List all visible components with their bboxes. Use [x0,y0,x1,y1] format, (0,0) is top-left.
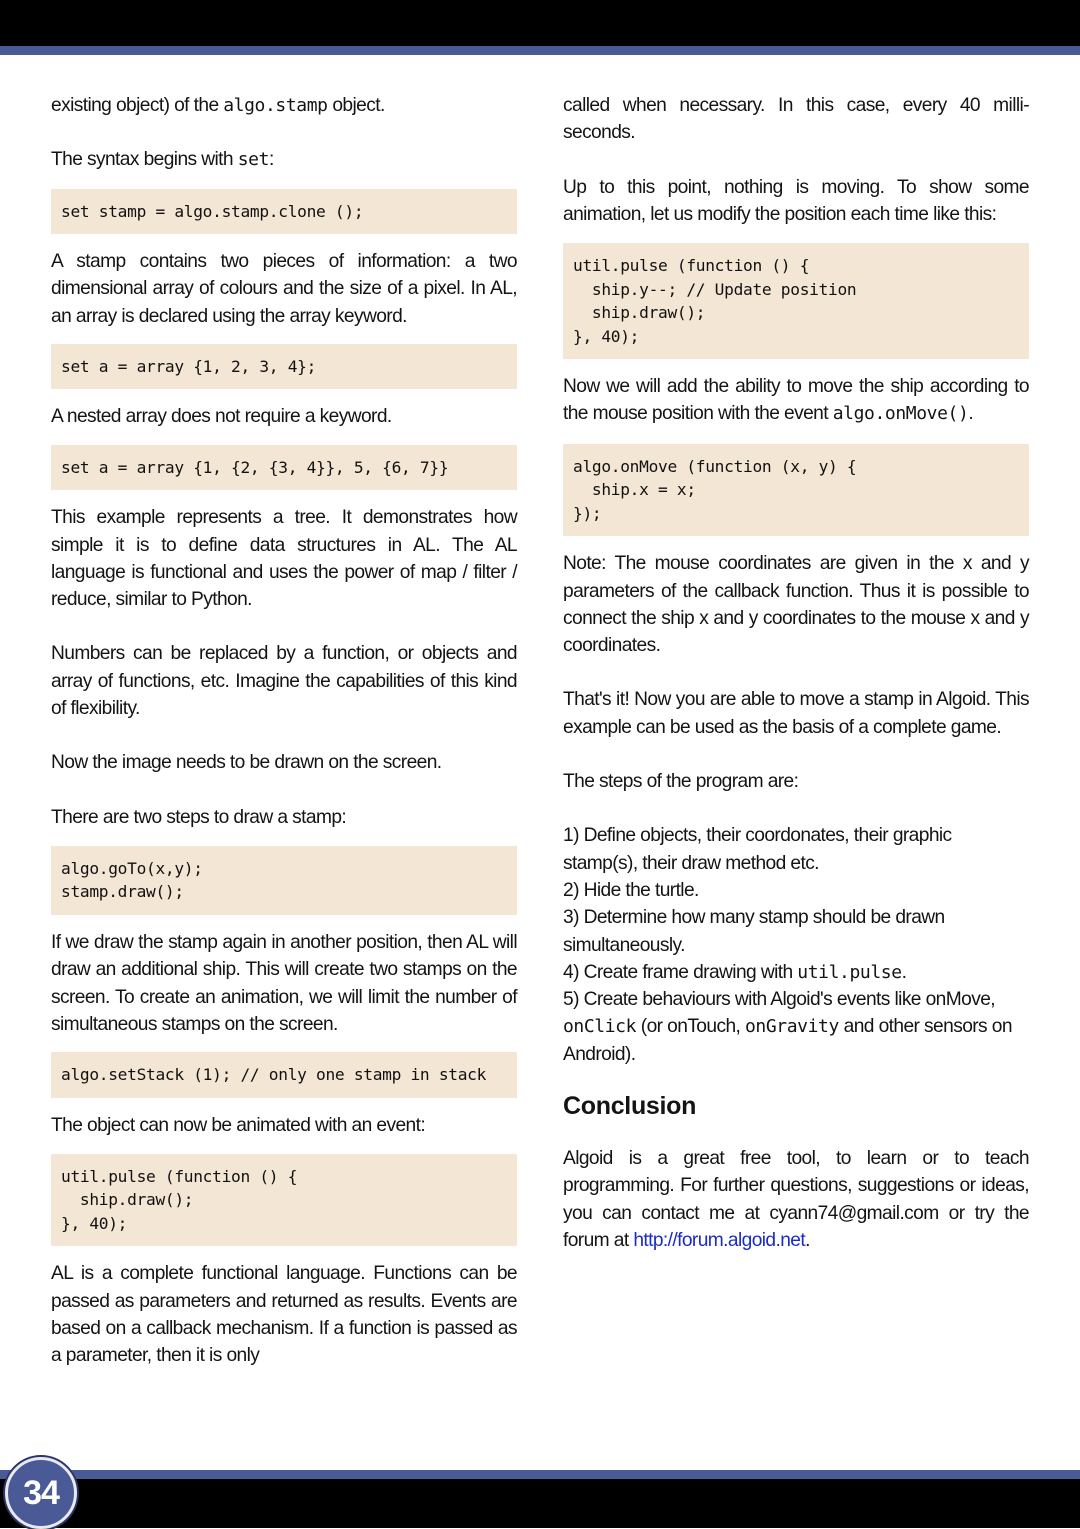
code-block: algo.goTo(x,y); stamp.draw(); [51,846,517,915]
left-paragraph: existing object) of the algo.stamp object. [51,95,385,116]
left-paragraph: There are two steps to draw a stamp: [51,806,347,828]
code-block: util.pulse (function () { ship.draw(); }, 40); [51,1154,517,1247]
right-column [563,92,1029,1254]
left-paragraph: Numbers can be replaced by a function, or objects and array of functions, etc. Imagine the capabilities of this kind of flexibility. [51,643,517,720]
left-paragraph: If we draw the stamp again in another position, then AL will draw an additional ship. This will create two stamps on the screen. To create an animation, we will limit the number of simultaneous stamps on the screen. [51,931,517,1035]
left-paragraph: The object can now be animated with an event: [51,1114,426,1136]
left-paragraph: The syntax begins with set: [51,149,274,171]
list-item: 2) Hide the turtle. [563,879,699,901]
section-heading: Conclusion [563,1092,697,1121]
left-paragraph: AL is a complete functional language. Functions can be passed as parameters and returned as results. Events are based on a callback mechanism. If a function is passed as a parameter, then it is only [51,1263,517,1367]
right-paragraph: Now we will add the ability to move the ship according to the mouse position with the event algo.onMove(). [563,376,1029,425]
footer-bar [0,1479,1080,1528]
left-column [51,92,517,1370]
forum-link[interactable]: http://forum.algoid.net [633,1229,806,1251]
right-paragraph: Note: The mouse coordinates are given in the x and y parameters of the callback function. Thus it is possible to connect the ship x and y coordinates to the mouse x and y coordinates. [563,553,1029,657]
right-paragraph: That's it! Now you are able to move a stamp in Algoid. This example can be used as the basis of a complete game. [563,689,1029,738]
left-paragraph: A nested array does not require a keyword. [51,406,392,428]
steps-list [563,822,1029,1068]
right-paragraph: Algoid is a great free tool, to learn or to teach programming. For further questions, suggestions or ideas, you can contact me at cyann74@gmail.com or try the forum at http://forum.algoid.net. [563,1148,1029,1251]
right-paragraph: called when necessary. In this case, every 40 milli-seconds. [563,95,1029,144]
left-paragraph: This example represents a tree. It demonstrates how simple it is to define data structures in AL. The AL language is functional and uses the power of map / filter / reduce, similar to Python. [51,507,517,611]
code-block: algo.onMove (function (x, y) { ship.x = x; }); [563,444,1029,537]
left-paragraph: Now the image needs to be drawn on the screen. [51,752,442,774]
right-paragraph: The steps of the program are: [563,771,799,793]
code-block: algo.setStack (1); // only one stamp in stack [51,1052,517,1098]
code-block: util.pulse (function () { ship.y--; // Update position ship.draw(); }, 40); [563,243,1029,359]
code-block: set a = array {1, {2, {3, 4}}, 5, {6, 7}} [51,445,517,491]
list-item: 5) Create behaviours with Algoid's events like onMove, onClick (or onTouch, onGravity and other sensors on Android). [563,989,1012,1065]
list-item: 1) Define objects, their coordonates, their graphic stamp(s), their draw method etc. [563,825,952,874]
footer-stripe [0,1470,1080,1479]
list-item: 4) Create frame drawing with util.pulse. [563,961,907,983]
list-item: 3) Determine how many stamp should be drawn simultaneously. [563,907,945,956]
code-block: set stamp = algo.stamp.clone (); [51,189,517,235]
right-paragraph: Up to this point, nothing is moving. To show some animation, let us modify the position each time like this: [563,176,1029,225]
page-number: 34 [5,1457,77,1529]
code-block: set a = array {1, 2, 3, 4}; [51,344,517,390]
left-paragraph: A stamp contains two pieces of information: a two dimensional array of colours and the size of a pixel. In AL, an array is declared using the array keyword. [51,251,517,327]
header-bar [0,0,1080,46]
header-stripe [0,46,1080,55]
